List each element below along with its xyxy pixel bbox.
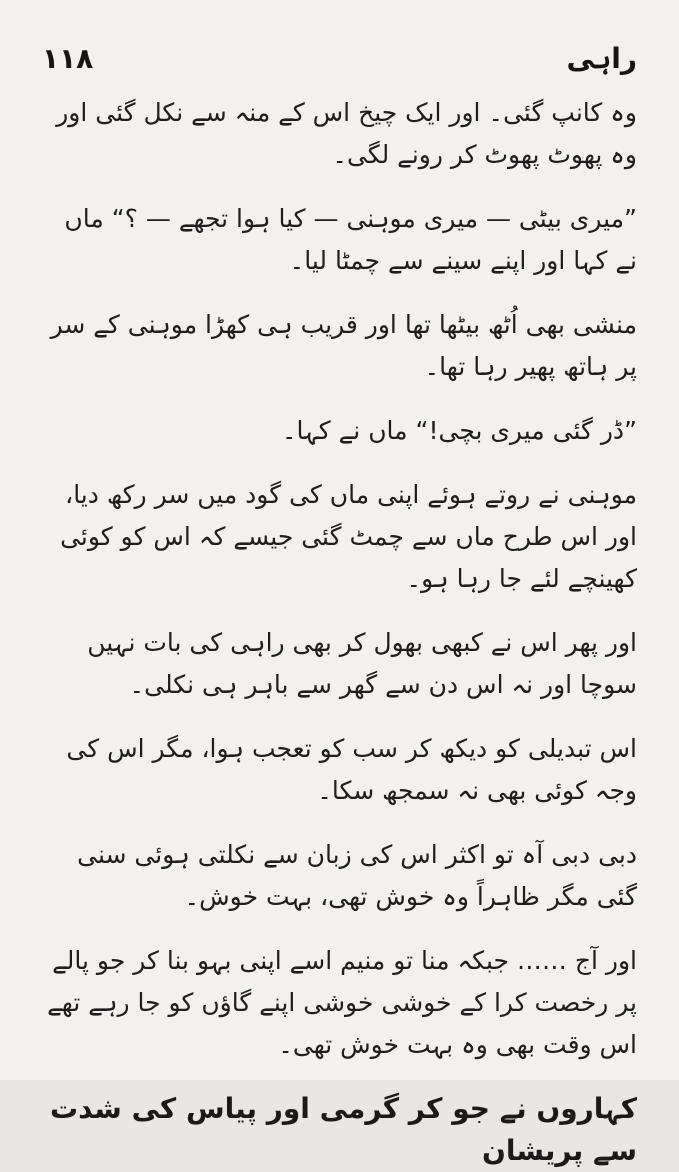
paragraph: موہنی نے روتے ہوئے اپنی ماں کی گود میں سر رکھ دیا، اور اس طرح ماں سے چمٹ گئی جیسے کہ اس کو کوئی کھینچے لئے جا رہا ہو۔ — [60, 480, 637, 593]
paragraph: اس تبدیلی کو دیکھ کر سب کو تعجب ہوا، مگر اس کی وجہ کوئی بھی نہ سمجھ سکا۔ — [66, 734, 637, 805]
running-title: راہی — [566, 42, 637, 75]
paragraph: منشی بھی اُٹھ بیٹھا تھا اور قریب ہی کھڑا موہنی کے سر پر ہاتھ پھیر رہا تھا۔ — [50, 310, 637, 381]
body-text — [42, 92, 637, 1172]
page-number: ۱۱۸ — [42, 42, 94, 75]
page-header — [42, 42, 637, 92]
paragraph: دبی دبی آہ تو اکثر اس کی زبان سے نکلتی ہوئی سنی گئی مگر ظاہراً وہ خوش تھی، بہت خوش۔ — [77, 840, 637, 911]
paragraph: کہاروں نے جو کر گرمی اور پیاس کی شدت سے پریشان — [49, 1092, 637, 1167]
paragraph: وہ کانپ گئی۔ اور ایک چیخ اس کے منہ سے نکل گئی اور وہ پھوٹ پھوٹ کر رونے لگی۔ — [56, 98, 637, 169]
paragraph: ”ڈر گئی میری بچی!“ ماں نے کہا۔ — [281, 416, 637, 445]
paragraph: ”میری بیٹی — میری موہنی — کیا ہوا تجھے — ؟“ ماں نے کہا اور اپنے سینے سے چمٹا لیا۔ — [64, 204, 637, 275]
paragraph: اور پھر اس نے کبھی بھول کر بھی راہی کی بات نہیں سوچا اور نہ اس دن سے گھر سے باہر ہی نکلی۔ — [87, 628, 637, 699]
paragraph: اور آج …… جبکہ منا تو منیم اسے اپنی بہو بنا کر جو پالے پر رخصت کرا کے خوشی خوشی اپنے گاؤں کو جا رہے تھے اس وقت بھی وہ بہت خوش تھی۔ — [47, 946, 637, 1059]
